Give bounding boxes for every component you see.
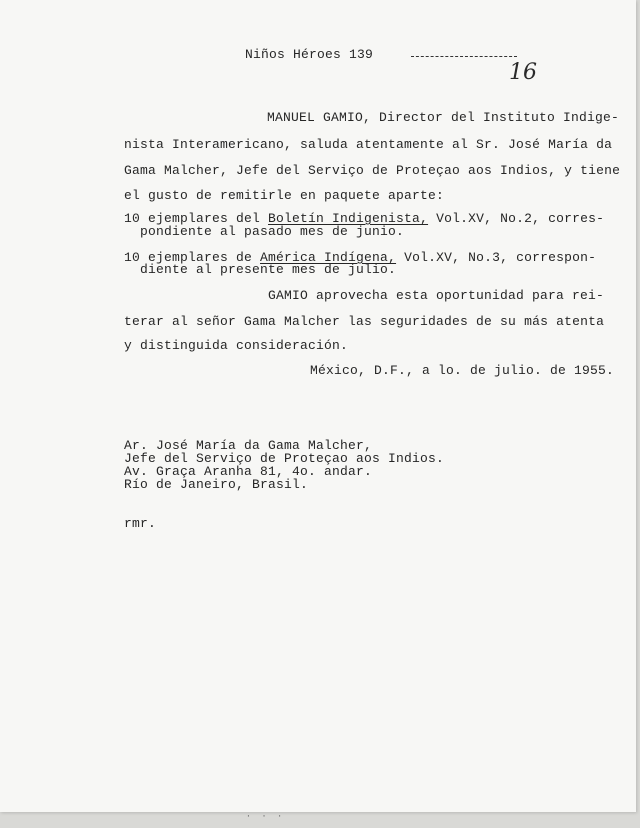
intro-line-2: nista Interamericano, saluda atentamente al Sr. José María da bbox=[124, 137, 613, 152]
recipient-line-1: Ar. José María da Gama Malcher, bbox=[124, 438, 373, 453]
item-1-suffix: Vol.XV, No.2, corres- bbox=[428, 211, 605, 226]
closing-line-2: terar al señor Gama Malcher las seguridades de su más atenta bbox=[124, 314, 605, 329]
header-dash-line bbox=[411, 56, 517, 57]
typist-initials: rmr. bbox=[124, 516, 157, 531]
item-1-line-2: pondiente al pasado mes de junio. bbox=[140, 224, 405, 239]
item-2-prefix: 10 ejemplares de bbox=[124, 250, 261, 265]
item-2-suffix: Vol.XV, No.3, correspon- bbox=[396, 250, 597, 265]
intro-line-1: MANUEL GAMIO, Director del Instituto Indige- bbox=[267, 110, 620, 125]
item-2-title: América Indígena, bbox=[260, 250, 397, 265]
item-1-prefix: 10 ejemplares del bbox=[124, 211, 269, 226]
intro-line-4: el gusto de remitirle en paquete aparte: bbox=[124, 188, 445, 203]
scan-mark: · · · bbox=[246, 812, 286, 821]
recipient-line-3: Av. Graça Aranha 81, 4o. andar. bbox=[124, 464, 373, 479]
header-address: Niños Héroes 139 bbox=[245, 47, 374, 62]
closing-line-1: GAMIO aprovecha esta oportunidad para rei- bbox=[268, 288, 605, 303]
closing-line-3: y distinguida consideración. bbox=[124, 338, 349, 353]
recipient-line-4: Río de Janeiro, Brasil. bbox=[124, 477, 309, 492]
recipient-line-2: Jefe del Serviço de Proteçao aos Indios. bbox=[124, 451, 445, 466]
intro-line-3: Gama Malcher, Jefe del Serviço de Proteçao aos Indios, y tiene bbox=[124, 163, 621, 178]
item-1-title: Boletín Indigenista, bbox=[268, 211, 429, 226]
place-date: México, D.F., a lo. de julio. de 1955. bbox=[310, 363, 615, 378]
item-2-line-2: diente al presente mes de julio. bbox=[140, 262, 397, 277]
handwritten-page-number: 16 bbox=[509, 60, 537, 85]
